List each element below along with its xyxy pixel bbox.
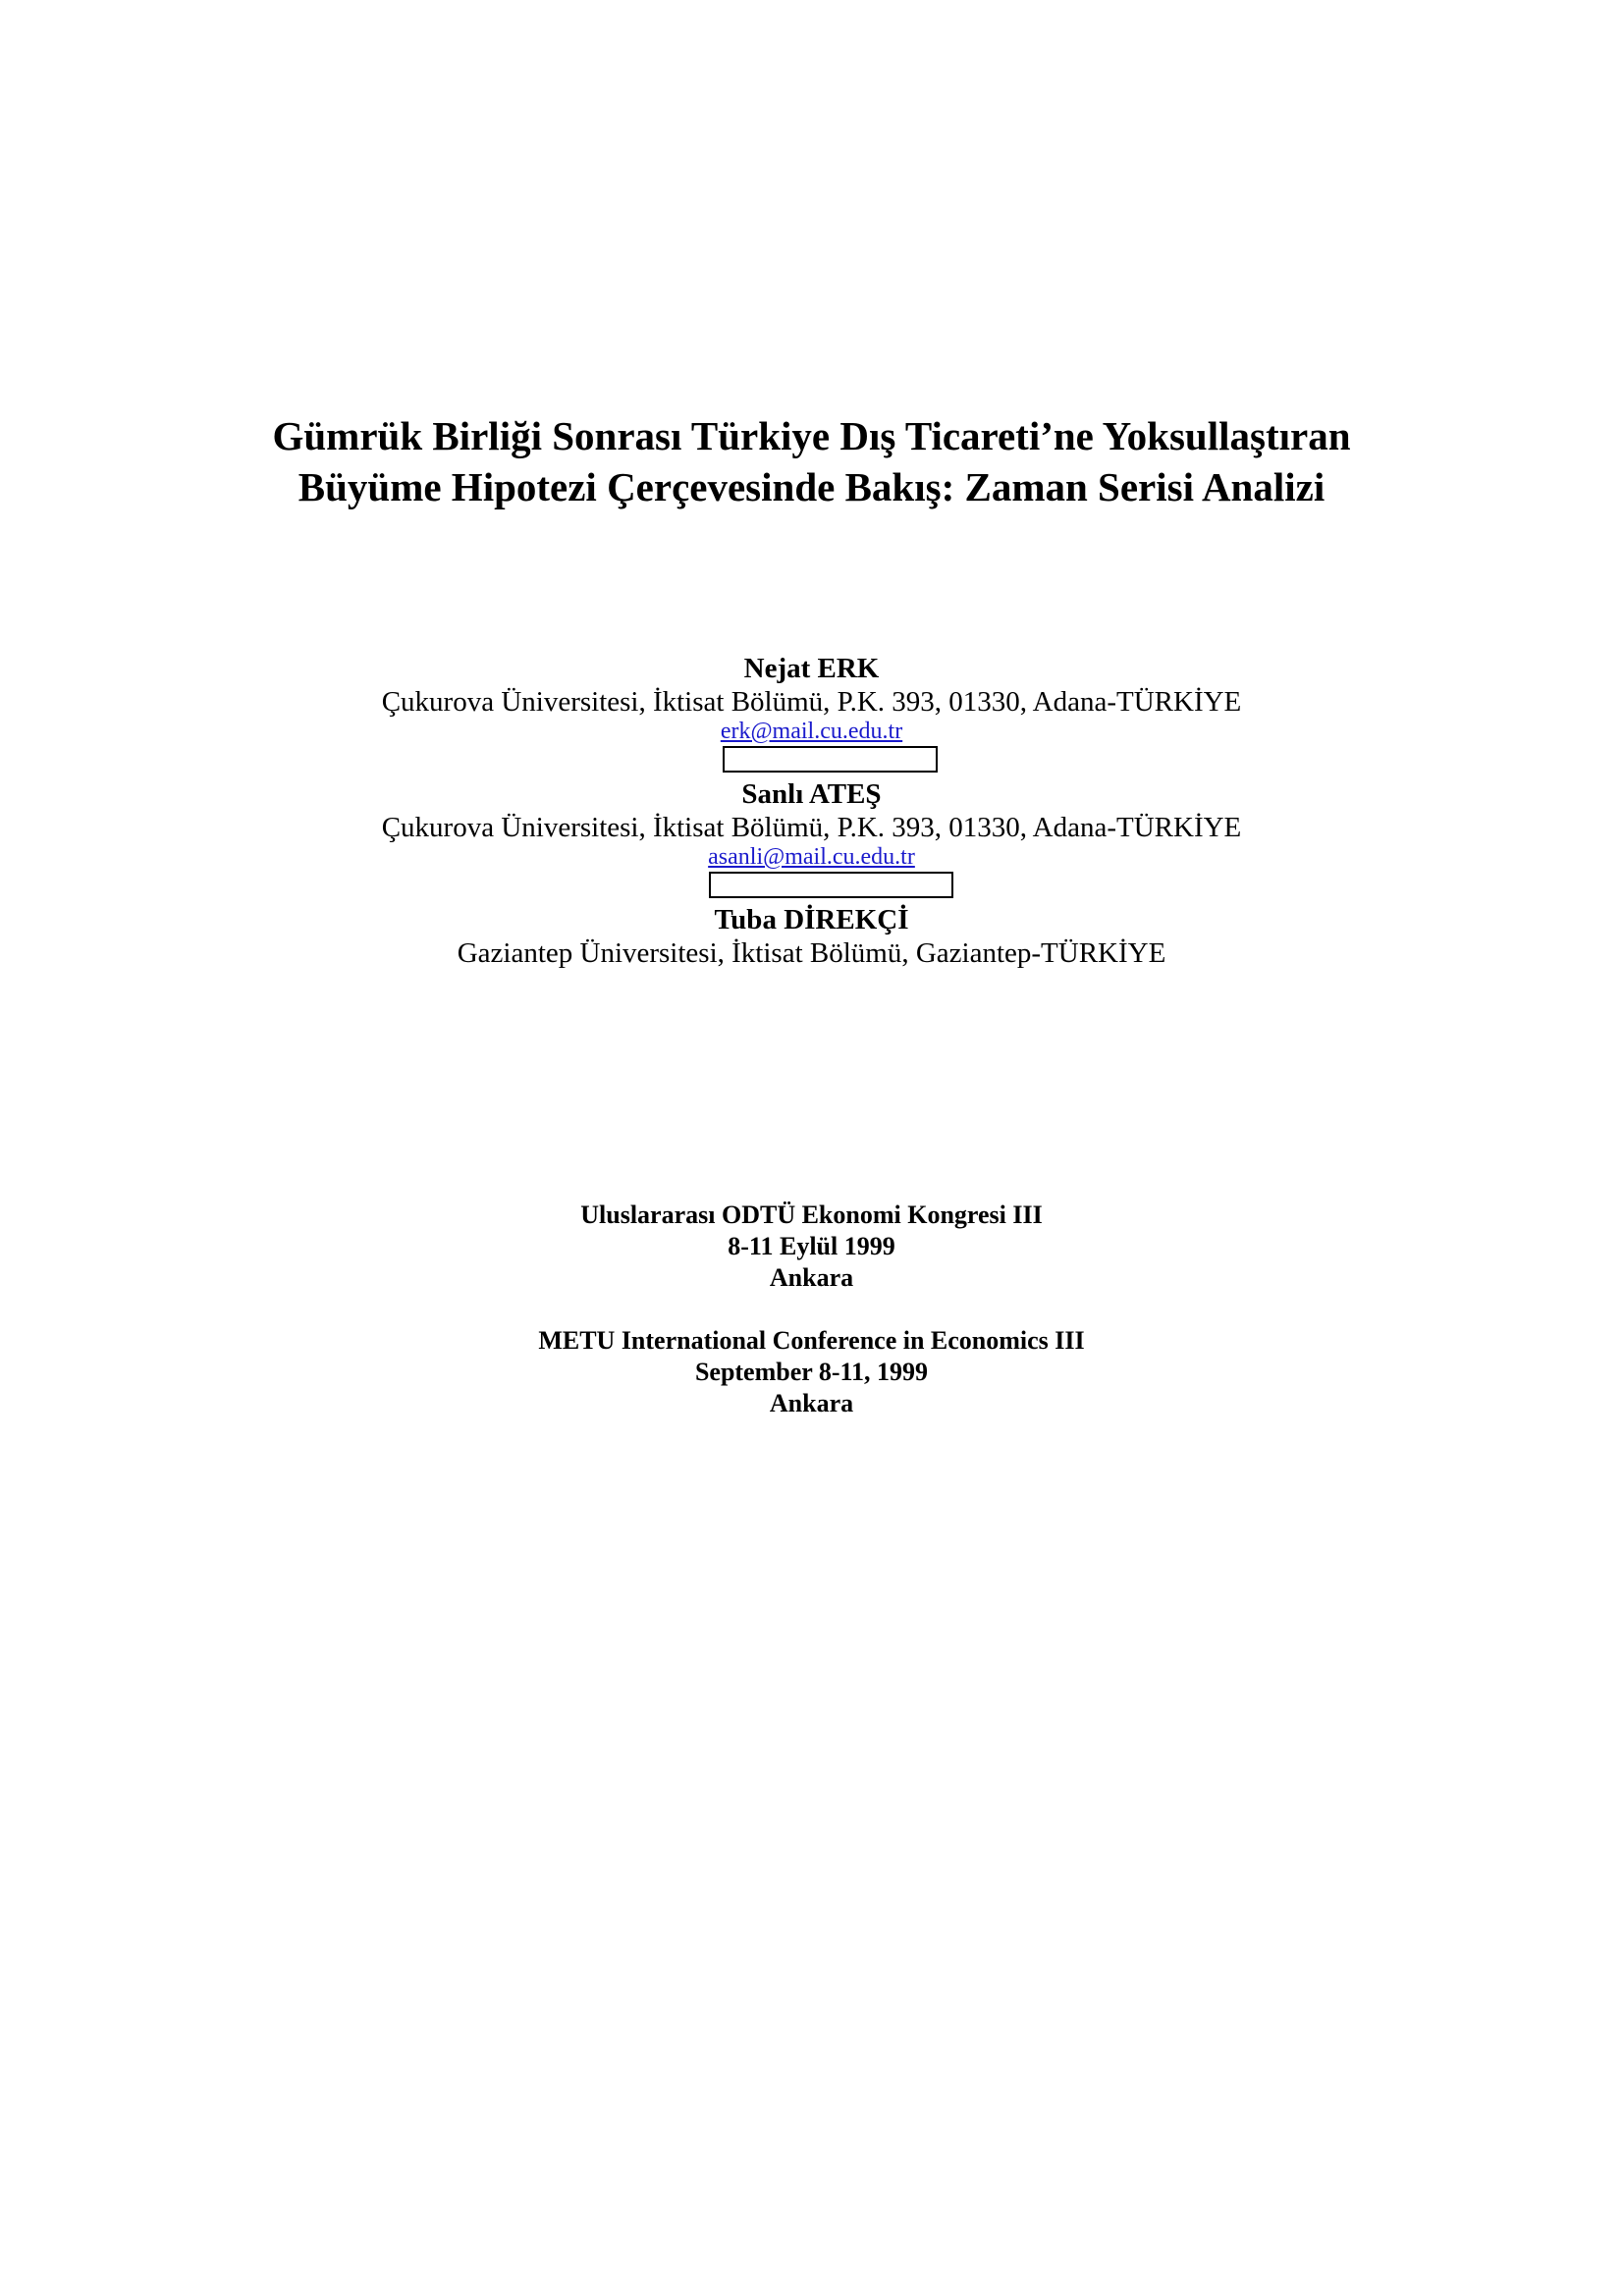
conference-turkish (0, 1200, 1623, 1294)
author-affiliation-2: Çukurova Üniversitesi, İktisat Bölümü, P.K. 393, 01330, Adana-TÜRKİYE (381, 812, 1242, 843)
email-link-box-1 (723, 746, 938, 773)
email-box-row-1 (0, 744, 1623, 777)
title-line-2: Büyüme Hipotezi Çerçevesinde Bakış: Zaman Serisi Analizi (298, 464, 1325, 509)
author-email-link-1[interactable]: erk@mail.cu.edu.tr (720, 719, 903, 744)
author-email-link-2[interactable]: asanli@mail.cu.edu.tr (708, 844, 915, 870)
email-link-box-2 (709, 872, 953, 898)
author-affiliation-3: Gaziantep Üniversitesi, İktisat Bölümü, Gaziantep-TÜRKİYE (457, 937, 1166, 969)
conference-en-place: Ankara (769, 1389, 854, 1417)
conference-english (0, 1325, 1623, 1419)
conference-tr-name: Uluslararası ODTÜ Ekonomi Kongresi III (580, 1201, 1043, 1229)
author-name-2: Sanlı ATEŞ (741, 778, 882, 810)
author-email-row-2 (0, 844, 1623, 870)
author-email-row-1 (0, 719, 1623, 744)
conference-en-date: September 8-11, 1999 (694, 1358, 929, 1386)
paper-title (0, 410, 1623, 512)
conference-tr-place: Ankara (769, 1263, 854, 1292)
conference-tr-date: 8-11 Eylül 1999 (728, 1232, 895, 1260)
conference-en-name: METU International Conference in Economics III (538, 1326, 1085, 1355)
email-box-row-2 (0, 870, 1623, 903)
author-name-1: Nejat ERK (743, 653, 880, 684)
title-line-1: Gümrük Birliği Sonrası Türkiye Dış Ticareti’ne Yoksullaştıran (272, 413, 1351, 458)
author-affiliation-1: Çukurova Üniversitesi, İktisat Bölümü, P.K. 393, 01330, Adana-TÜRKİYE (381, 686, 1242, 718)
author-block (0, 652, 1623, 970)
author-name-3: Tuba DİREKÇİ (714, 904, 909, 935)
